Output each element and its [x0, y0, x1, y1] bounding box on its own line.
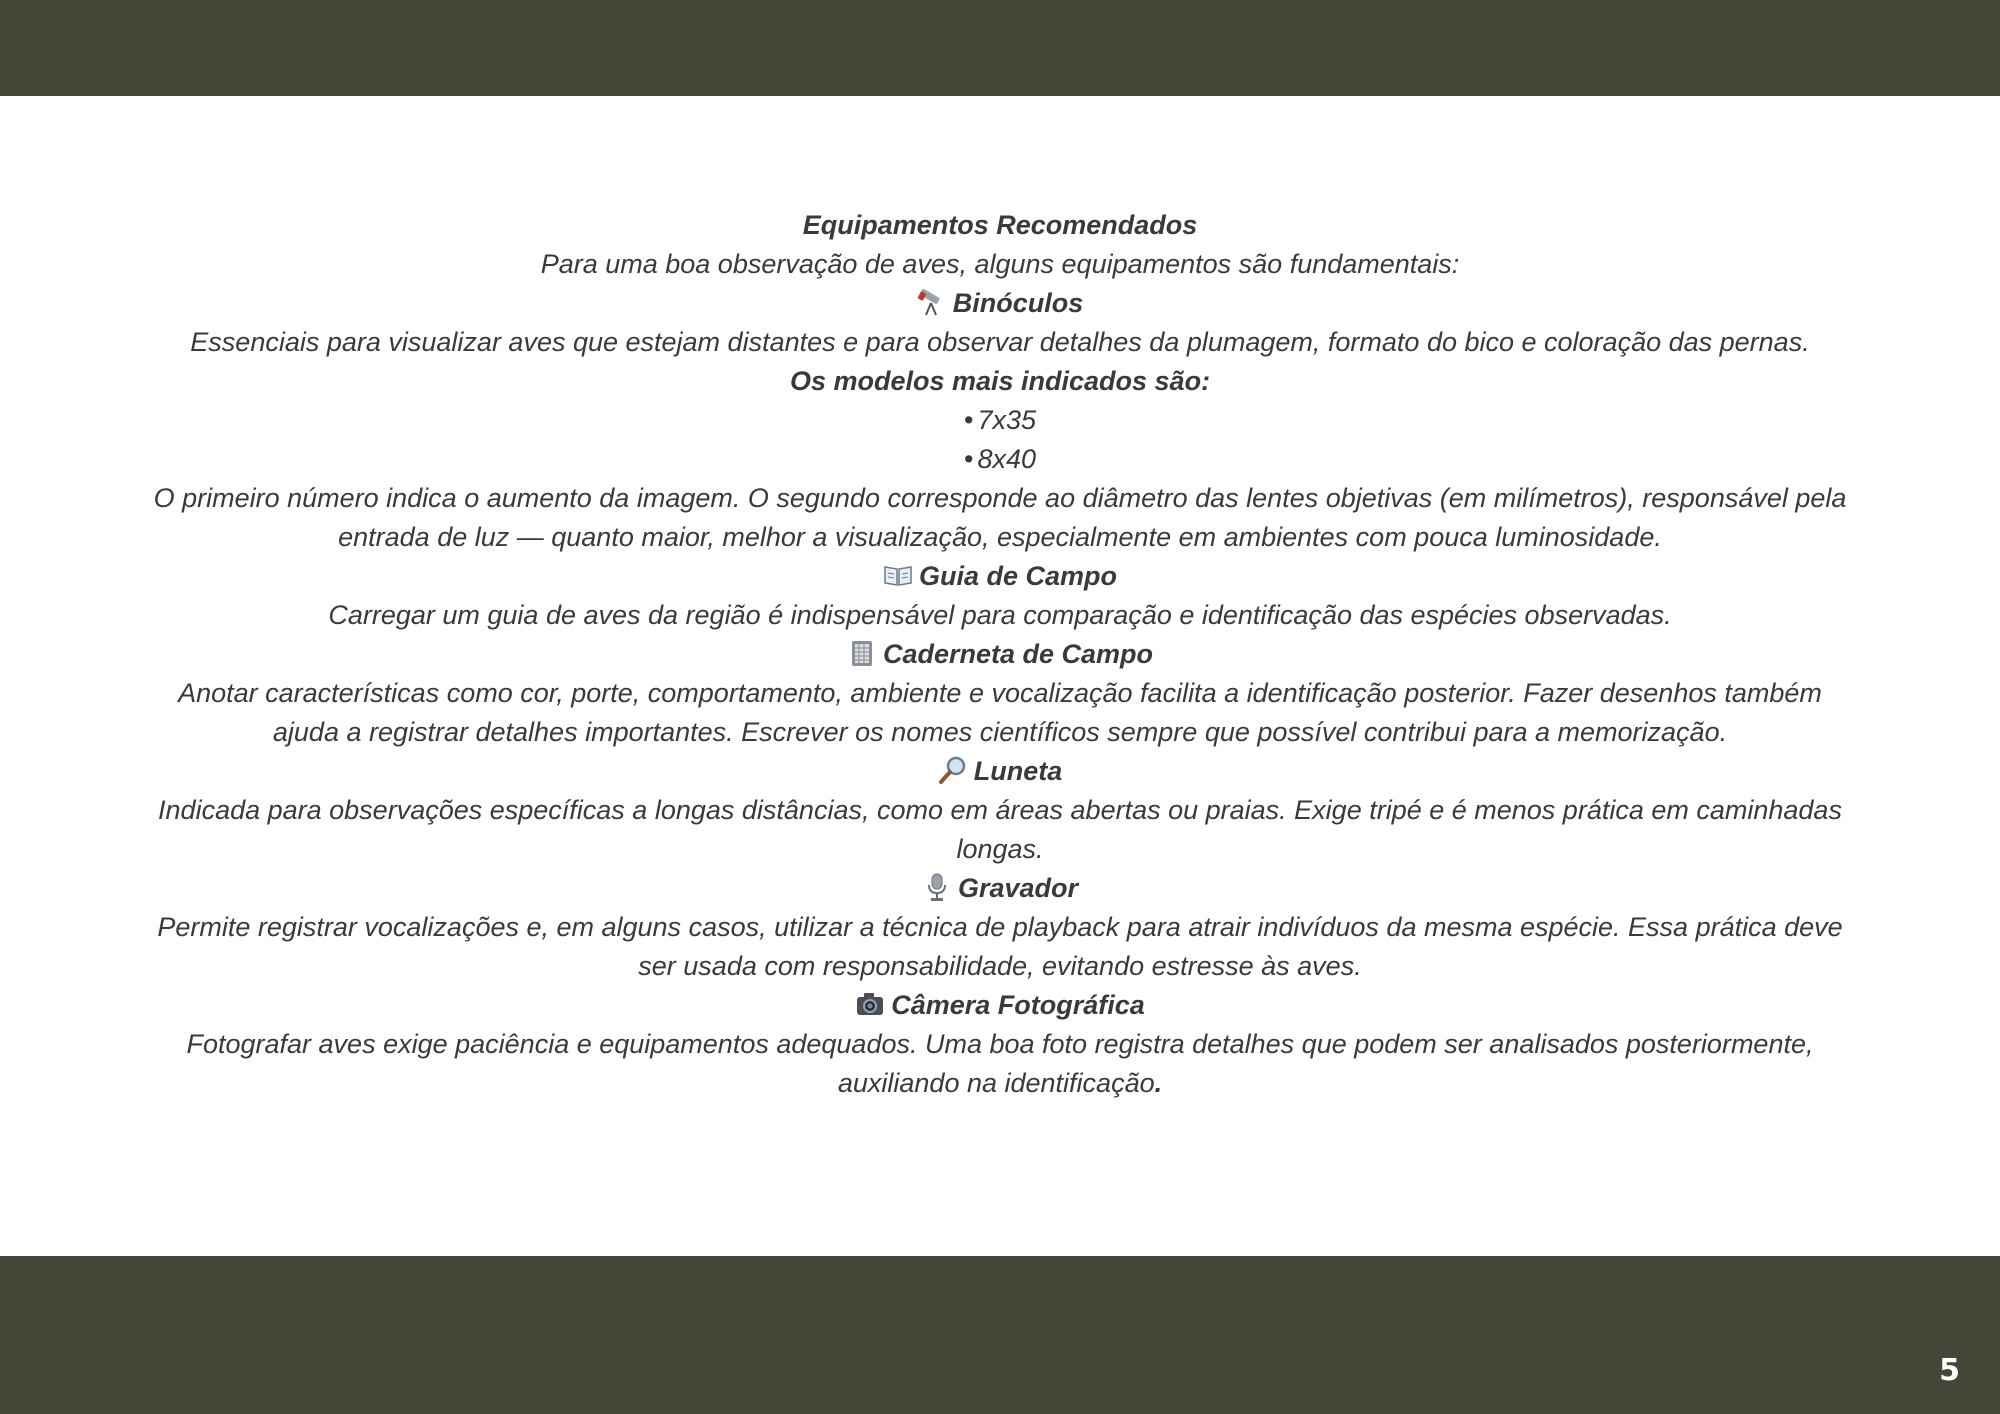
gravador-label: Gravador: [957, 873, 1079, 903]
page-number: 5: [1939, 1353, 1960, 1388]
binoculos-text: Essenciais para visualizar aves que estejam distantes e para observar detalhes da plumagem, formato do bico e coloração das pernas.: [190, 327, 1810, 357]
footer-band: [0, 1256, 2000, 1414]
luneta-text: Indicada para observações específicas a longas distâncias, como em áreas abertas ou praias. Exige tripé e é menos prática em caminhadas longas.: [158, 795, 1842, 864]
binoculos-label: Binóculos: [952, 288, 1084, 318]
caderneta-text: Anotar características como cor, porte, comportamento, ambiente e vocalização facilita a identificação posterior. Fazer desenhos também ajuda a registrar detalhes importantes. Escrever os nomes científicos sempre que possível contribui para a memorização.: [178, 678, 1822, 747]
camera-icon: [855, 989, 885, 1019]
guia-text: Carregar um guia de aves da região é indispensável para comparação e identificação das espécies observadas.: [328, 600, 1672, 630]
magnifier-icon: [938, 755, 968, 785]
guia-heading: [150, 557, 1850, 596]
luneta-label: Luneta: [973, 756, 1063, 786]
binoculos-explanation: O primeiro número indica o aumento da imagem. O segundo corresponde ao diâmetro das lentes objetivas (em milímetros), responsável pela entrada de luz — quanto maior, melhor a visualização, especialmente em ambientes com pouca luminosidade.: [153, 483, 1847, 552]
caderneta-heading: [150, 635, 1850, 674]
microphone-icon: [922, 872, 952, 902]
header-band: [0, 0, 2000, 96]
gravador-text: Permite registrar vocalizações e, em alguns casos, utilizar a técnica de playback para atrair indivíduos da mesma espécie. Essa prática deve ser usada com responsabilidade, evitando estresse às aves.: [157, 912, 1843, 981]
camera-label: Câmera Fotográfica: [891, 990, 1145, 1020]
open-book-icon: [883, 560, 913, 590]
telescope-icon: [917, 287, 947, 317]
intro-text: Para uma boa observação de aves, alguns equipamentos são fundamentais:: [540, 249, 1460, 279]
model-item: • 7x35: [963, 405, 1036, 435]
gravador-heading: [150, 869, 1850, 908]
models-heading: Os modelos mais indicados são:: [789, 366, 1211, 396]
model-item: • 8x40: [963, 444, 1036, 474]
equipment-section: [150, 206, 1850, 1103]
camera-heading: [150, 986, 1850, 1025]
luneta-heading: [150, 752, 1850, 791]
binoculos-heading: [150, 284, 1850, 323]
notebook-icon: [847, 638, 877, 668]
camera-text: Fotografar aves exige paciência e equipamentos adequados. Uma boa foto registra detalhes que podem ser analisados posteriormente, auxiliando na identificação.: [186, 1029, 1814, 1098]
caderneta-label: Caderneta de Campo: [882, 639, 1154, 669]
guia-label: Guia de Campo: [918, 561, 1118, 591]
section-title: Equipamentos Recomendados: [802, 210, 1198, 240]
